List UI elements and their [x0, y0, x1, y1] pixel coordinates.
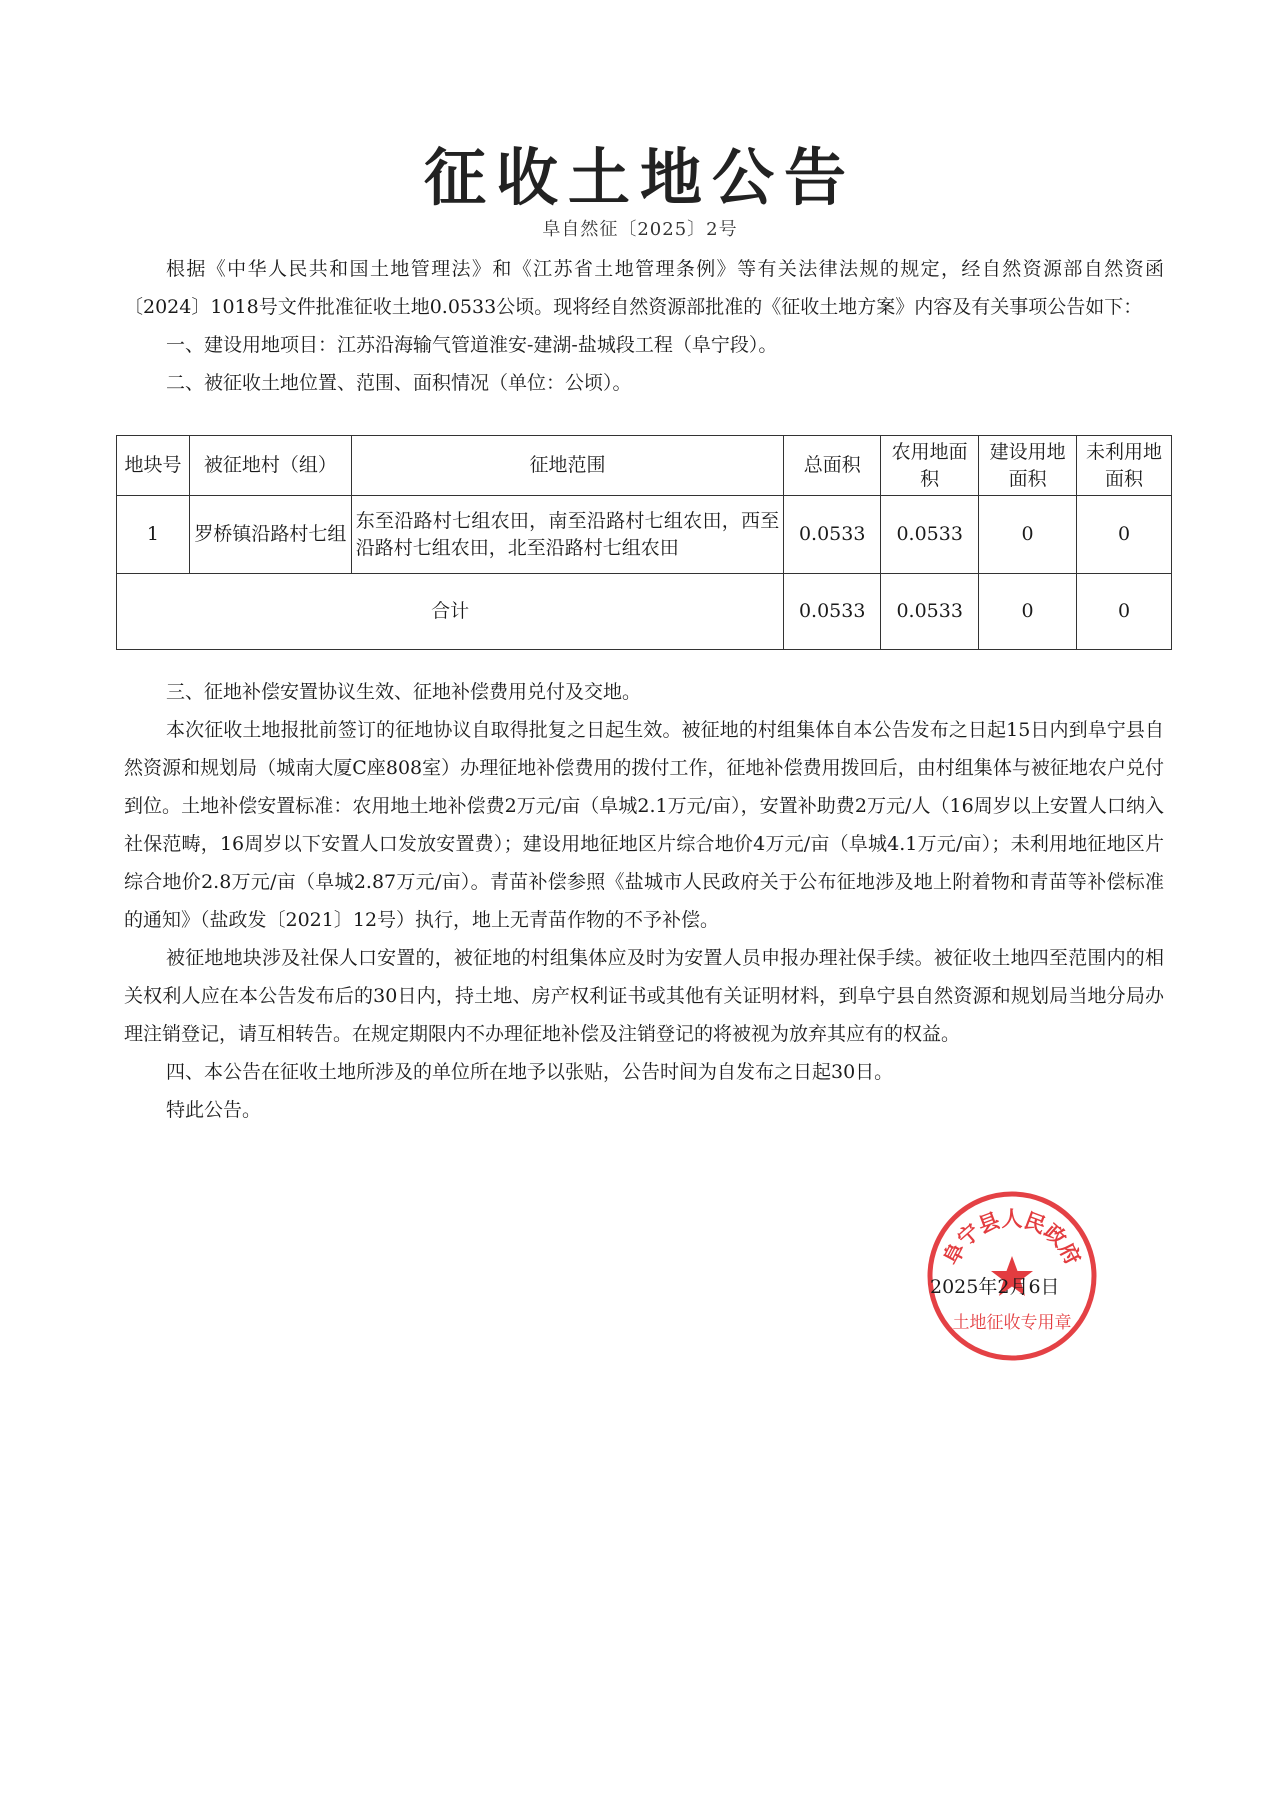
cell-plot-no: 1: [117, 496, 190, 574]
svg-text:土地征收专用章: 土地征收专用章: [952, 1313, 1072, 1333]
total-unused: 0: [1077, 574, 1172, 650]
header-plot-no: 地块号: [117, 436, 190, 496]
cell-total: 0.0533: [784, 496, 881, 574]
header-total: 总面积: [784, 436, 881, 496]
svg-text:阜宁县人民政府: 阜宁县人民政府: [938, 1206, 1086, 1269]
cell-range: 东至沿路村七组农田，南至沿路村七组农田，西至沿路村七组农田，北至沿路村七组农田: [351, 496, 783, 574]
cell-village: 罗桥镇沿路村七组: [189, 496, 351, 574]
total-label: 合计: [117, 574, 784, 650]
item-1-project: 一、建设用地项目：江苏沿海输气管道淮安-建湖-盐城段工程（阜宁段）。: [166, 334, 778, 356]
table-total-row: [117, 574, 1172, 650]
cell-construction: 0: [979, 496, 1077, 574]
intro-section: [124, 250, 1164, 402]
header-village: 被征地村（组）: [189, 436, 351, 496]
cell-farmland: 0.0533: [881, 496, 979, 574]
item-2-land-heading: 二、被征收土地位置、范围、面积情况（单位：公顷）。: [166, 372, 632, 394]
social-security-paragraph: 被征地地块涉及社保人口安置的，被征地的村组集体应及时为安置人员申报办理社保手续。被征收土地四至范围内的相关权利人应在本公告发布后的30日内，持土地、房产权利证书或其他有关证明材料，到阜宁县自然资源和规划局当地分局办理注销登记，请互相转告。在规定期限内不办理征地补偿及注销登记的将被视为放弃其应有的权益。: [124, 947, 1164, 1045]
header-unused: 未利用地面积: [1077, 436, 1172, 496]
item-4-posting: 四、本公告在征收土地所涉及的单位所在地予以张贴，公告时间为自发布之日起30日。: [166, 1061, 894, 1083]
compensation-paragraph: 本次征收土地报批前签订的征地协议自取得批复之日起生效。被征地的村组集体自本公告发布之日起15日内到阜宁县自然资源和规划局（城南大厦C座808室）办理征地补偿费用的拨付工作，征地补偿费用拨回后，由村组集体与被征地农户兑付到位。土地补偿安置标准：农用地土地补偿费2万元/亩（阜城2.1万元/亩），安置补助费2万元/人（16周岁以上安置人口纳入社保范畴，16周岁以下安置人口发放安置费）；建设用地征地区片综合地价4万元/亩（阜城4.1万元/亩）；未利用地征地区片综合地价2.8万元/亩（阜城2.87万元/亩）。青苗补偿参照《盐城市人民政府关于公布征地涉及地上附着物和青苗等补偿标准的通知》（盐政发〔2021〕12号）执行，地上无青苗作物的不予补偿。: [124, 719, 1164, 931]
header-construction: 建设用地面积: [979, 436, 1077, 496]
total-construction: 0: [979, 574, 1077, 650]
item-3-heading: 三、征地补偿安置协议生效、征地补偿费用兑付及交地。: [166, 681, 642, 703]
document-number: 阜自然征〔2025〕2号: [542, 219, 738, 240]
table-header-row: [117, 436, 1172, 496]
intro-paragraph: 根据《中华人民共和国土地管理法》和《江苏省土地管理条例》等有关法律法规的规定，经自然资源部自然资函〔2024〕1018号文件批准征收土地0.0533公顷。现将经自然资源部批准的《征收土地方案》内容及有关事项公告如下：: [124, 258, 1164, 318]
page-title: 征收土地公告: [423, 141, 856, 214]
total-farmland: 0.0533: [881, 574, 979, 650]
issue-date: 2025年2月6日: [930, 1276, 1060, 1298]
total-total: 0.0533: [784, 574, 881, 650]
compensation-section: [124, 673, 1164, 1129]
cell-unused: 0: [1077, 496, 1172, 574]
land-table: [116, 435, 1172, 650]
closing-text: 特此公告。: [166, 1099, 262, 1121]
header-range: 征地范围: [351, 436, 783, 496]
header-farmland: 农用地面积: [881, 436, 979, 496]
table-row: [117, 496, 1172, 574]
